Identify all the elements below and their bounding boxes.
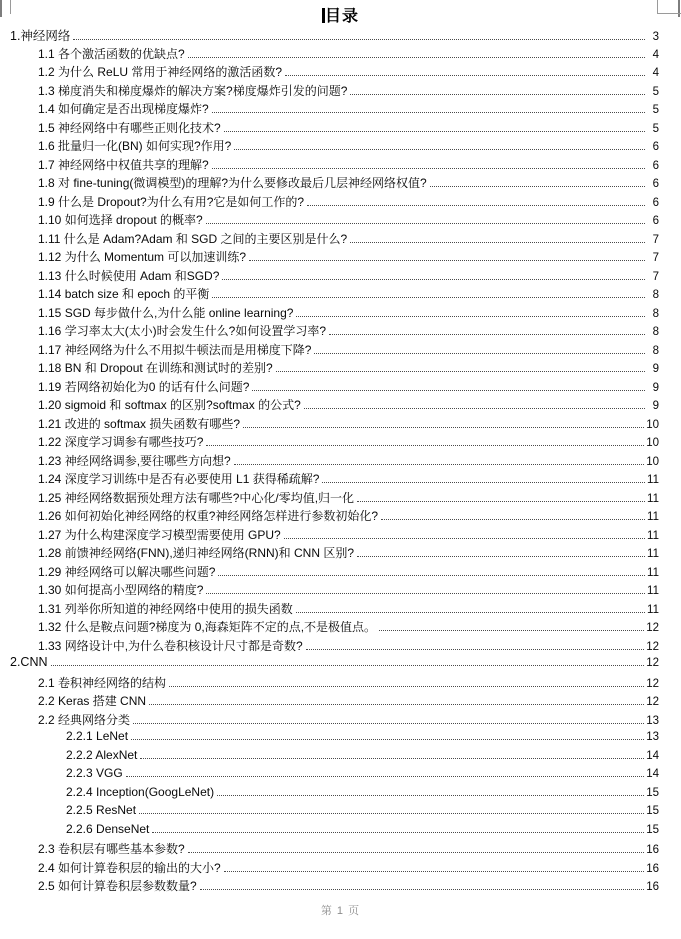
toc-entry-label: 1.28 前馈神经网络(FNN),递归神经网络(RNN)和 CNN 区别? [38,546,355,560]
toc-entry[interactable] [0,655,681,674]
toc-entry-page-number: 9 [652,400,659,412]
toc-entry-label: 1.26 如何初始化神经网络的权重?神经网络怎样进行参数初始化? [38,509,379,523]
toc-entry-label: 1.22 深度学习调参有哪些技巧? [38,435,204,449]
toc-entry-page-number: 11 [647,585,659,597]
toc-entry-label: 1.32 什么是鞍点问题?梯度为 0,海森矩阵不定的点,不是极值点。 [38,620,377,634]
page-number-footer: 第 1 页 [320,905,361,917]
toc-entry-label: 1.12 为什么 Momentum 可以加速训练? [38,250,247,264]
toc-entry-page-number: 8 [652,344,659,357]
toc-entry-label: 1.4 如何确定是否出现梯度爆炸? [38,102,209,116]
dotted-leader [212,112,645,113]
toc-entry-label: 2.1 卷积神经网络的结构 [38,675,167,690]
toc-entry-label: 2.2.5 ResNet [66,803,137,817]
dotted-leader [276,371,645,372]
toc-entry[interactable] [0,637,681,656]
dotted-leader [285,75,645,76]
toc-entry[interactable] [0,433,681,452]
dotted-leader [206,593,645,594]
toc-entry[interactable] [0,581,681,600]
dotted-leader [430,186,645,187]
toc-entry[interactable] [0,45,681,64]
toc-entry[interactable] [0,803,681,822]
toc-entry-page-number: 5 [652,104,659,116]
toc-entry-label: 1.7 神经网络中权值共享的理解? [38,157,209,172]
toc-entry-page-number: 9 [652,363,659,375]
toc-entry[interactable] [0,822,681,841]
dotted-leader [133,723,644,724]
toc-entry-label: 2.2.2 AlexNet [66,747,138,762]
toc-entry-label: 1.8 对 fine-tuning(微调模型)的理解?为什么要修改最后几层神经网络权值? [38,176,427,190]
toc-entry-label: 2.2.6 DenseNet [66,821,150,836]
dotted-leader [126,776,645,777]
toc-entry-label: 2.2.3 VGG [66,766,123,780]
toc-entry-page-number: 12 [646,677,659,690]
dotted-leader [212,297,645,298]
toc-entry-label: 2.CNN [10,655,48,669]
toc-entry[interactable] [0,748,681,767]
toc-entry[interactable] [0,859,681,878]
toc-entry[interactable] [0,692,681,711]
dotted-leader [379,630,644,631]
toc-entry[interactable] [0,600,681,619]
toc-entry-page-number: 7 [652,233,659,246]
dotted-leader [307,205,645,206]
toc-entry-page-number: 10 [646,455,659,468]
toc-entry-label: 1.20 sigmoid 和 softmax 的区别?softmax 的公式? [38,398,301,412]
toc-entry[interactable] [0,378,681,397]
toc-entry[interactable] [0,470,681,489]
toc-entry[interactable] [0,766,681,785]
dotted-leader [188,852,645,853]
toc-entry[interactable] [0,63,681,82]
toc-entry-page-number: 12 [646,640,659,653]
toc-entry-page-number: 16 [646,881,659,893]
toc-entry-label: 1.11 什么是 Adam?Adam 和 SGD 之间的主要区别是什么? [38,231,348,246]
toc-entry-label: 2.2 经典网络分类 [38,712,131,727]
dotted-leader [224,131,645,132]
toc-entry[interactable] [0,322,681,341]
toc-entry-page-number: 11 [647,548,659,560]
toc-entry[interactable] [0,452,681,471]
toc-entry-label: 1.15 SGD 每步做什么,为什么能 online learning? [38,305,294,320]
toc-entry[interactable] [0,193,681,212]
toc-entry[interactable] [0,840,681,859]
toc-entry-page-number: 6 [652,196,659,209]
dotted-leader [218,575,645,576]
dotted-leader [304,408,645,409]
toc-title-row [0,3,681,26]
dotted-leader [212,168,645,169]
toc-entry[interactable] [0,100,681,119]
toc-entry-label: 1.25 神经网络数据预处理方法有哪些?中心化/零均值,归一化 [38,490,355,505]
toc-entry-label: 1.29 神经网络可以解决哪些问题? [38,564,216,579]
toc-entry-page-number: 10 [646,437,659,449]
toc-entry-page-number: 11 [647,603,659,616]
toc-entry-label: 1.3 梯度消失和梯度爆炸的解决方案?梯度爆炸引发的问题? [38,83,348,98]
dotted-leader [224,871,645,872]
toc-entry-label: 1.17 神经网络为什么不用拟牛顿法而是用梯度下降? [38,342,312,357]
toc-entry[interactable] [0,618,681,637]
toc-entry-page-number: 9 [652,381,659,394]
toc-entry-label: 1.27 为什么构建深度学习模型需要使用 GPU? [38,527,281,542]
toc-entry-page-number: 12 [646,696,659,708]
toc-entry-page-number: 13 [646,731,659,743]
dotted-leader [252,390,645,391]
toc-entry[interactable] [0,526,681,545]
toc-entry-label: 1.10 如何选择 dropout 的概率? [38,213,203,227]
toc-entry-page-number: 11 [647,529,659,542]
toc-entry[interactable] [0,877,681,896]
toc-entry-label: 1.2 为什么 ReLU 常用于神经网络的激活函数? [38,65,283,79]
toc-entry-label: 1.神经网络 [10,29,71,43]
toc-entry-page-number: 7 [652,270,659,283]
toc-entry[interactable] [0,415,681,434]
toc-entry-page-number: 11 [647,474,659,486]
toc-entry-page-number: 5 [652,85,659,98]
toc-entry-page-number: 15 [646,823,659,836]
toc-entry-label: 2.2 Keras 搭建 CNN [38,694,147,708]
dotted-leader [243,427,644,428]
dotted-leader [73,39,645,40]
toc-entry-page-number: 15 [646,805,659,817]
toc-entry-page-number: 6 [652,159,659,172]
toc-entry-label: 1.21 改进的 softmax 损失函数有哪些? [38,416,241,431]
dotted-leader [139,813,644,814]
dotted-leader [357,556,645,557]
toc-entry-label: 1.31 列举你所知道的神经网络中使用的损失函数 [38,601,293,616]
toc-entry-label: 2.2.4 Inception(GoogLeNet) [66,784,215,799]
toc-entry-label: 1.5 神经网络中有哪些正则化技术? [38,120,221,135]
toc-entry-label: 2.3 卷积层有哪些基本参数? [38,842,185,856]
toc-entry-page-number: 6 [652,141,659,153]
toc-entry-label: 1.23 神经网络调参,要往哪些方向想? [38,453,231,468]
toc-entry-page-number: 6 [652,215,659,227]
toc-entry-page-number: 6 [652,178,659,190]
toc-entry-page-number: 14 [646,749,659,762]
toc-entry-label: 1.24 深度学习训练中是否有必要使用 L1 获得稀疏解? [38,472,320,486]
toc-entry-page-number: 3 [652,31,659,43]
toc-entry[interactable] [0,396,681,415]
dotted-leader [200,889,645,890]
toc-entry-page-number: 4 [652,48,659,61]
toc-entry-page-number: 11 [647,511,659,523]
toc-entry[interactable] [0,711,681,730]
toc-entry-label: 1.1 各个激活函数的优缺点? [38,46,185,61]
dotted-leader [306,649,645,650]
dotted-leader [350,94,645,95]
toc-entry[interactable] [0,248,681,267]
dotted-leader [234,464,645,465]
toc-entry-page-number: 8 [652,326,659,338]
toc-entry[interactable] [0,174,681,193]
toc-entry-page-number: 15 [646,786,659,799]
toc-entry-label: 1.6 批量归一化(BN) 如何实现?作用? [38,139,232,153]
toc-entry[interactable] [0,285,681,304]
dotted-leader [357,501,645,502]
dotted-leader [381,519,645,520]
toc-entry[interactable] [0,156,681,175]
toc-entry[interactable] [0,507,681,526]
toc-entry[interactable] [0,82,681,101]
dotted-leader [249,260,645,261]
toc-entry-label: 1.30 如何提高小型网络的精度? [38,583,204,597]
toc-entry-page-number: 7 [652,252,659,264]
toc-entry[interactable] [0,359,681,378]
dotted-leader [152,832,644,833]
toc-entry-label: 2.4 如何计算卷积层的输出的大小? [38,860,221,875]
dotted-leader [188,57,645,58]
dotted-leader [296,316,645,317]
toc-entry[interactable] [0,729,681,748]
toc-entry[interactable] [0,563,681,582]
toc-entry[interactable] [0,119,681,138]
dotted-leader [284,538,645,539]
dotted-leader [222,279,645,280]
dotted-leader [350,242,645,243]
dotted-leader [206,223,645,224]
page-title: 目录 [324,8,359,25]
toc-entry-page-number: 5 [652,122,659,135]
toc-entry-page-number: 16 [646,862,659,875]
toc-entry-label: 1.19 若网络初始化为0 的话有什么问题? [38,379,250,394]
toc-entry-page-number: 8 [652,307,659,320]
table-of-contents [0,26,681,896]
toc-entry[interactable] [0,211,681,230]
dotted-leader [217,795,644,796]
dotted-leader [51,665,645,666]
toc-entry-page-number: 4 [652,67,659,79]
toc-entry[interactable] [0,304,681,323]
toc-entry-page-number: 12 [646,657,659,669]
dotted-leader [206,445,644,446]
toc-entry-page-number: 11 [647,566,659,579]
dotted-leader [169,686,644,687]
toc-entry[interactable] [0,785,681,804]
toc-entry[interactable] [0,230,681,249]
dotted-leader [322,482,645,483]
dotted-leader [140,758,644,759]
toc-entry-page-number: 8 [652,289,659,301]
toc-entry[interactable] [0,674,681,693]
dotted-leader [131,739,644,740]
toc-entry-label: 2.5 如何计算卷积层参数数量? [38,879,197,893]
toc-entry-label: 1.16 学习率太大(太小)时会发生什么?如何设置学习率? [38,324,327,338]
toc-entry-page-number: 14 [646,768,659,780]
toc-entry-label: 1.18 BN 和 Dropout 在训练和测试时的差别? [38,361,273,375]
toc-entry-label: 1.13 什么时候使用 Adam 和SGD? [38,268,220,283]
toc-entry-label: 1.14 batch size 和 epoch 的平衡 [38,287,210,301]
toc-entry[interactable] [0,26,681,45]
dotted-leader [296,612,645,613]
toc-entry[interactable] [0,267,681,286]
dotted-leader [314,353,645,354]
toc-entry-label: 2.2.1 LeNet [66,729,129,743]
toc-entry-page-number: 11 [647,492,659,505]
toc-entry-label: 1.33 网络设计中,为什么卷积核设计尺寸都是奇数? [38,638,303,653]
toc-entry-page-number: 10 [646,418,659,431]
toc-entry[interactable] [0,137,681,156]
toc-entry[interactable] [0,489,681,508]
toc-entry-page-number: 13 [646,714,659,727]
toc-entry-page-number: 16 [646,844,659,856]
toc-entry[interactable] [0,544,681,563]
dotted-leader [149,704,644,705]
toc-entry-label: 1.9 什么是 Dropout?为什么有用?它是如何工作的? [38,194,305,209]
dotted-leader [329,334,645,335]
toc-entry-page-number: 12 [646,622,659,634]
toc-entry[interactable] [0,341,681,360]
dotted-leader [234,149,645,150]
